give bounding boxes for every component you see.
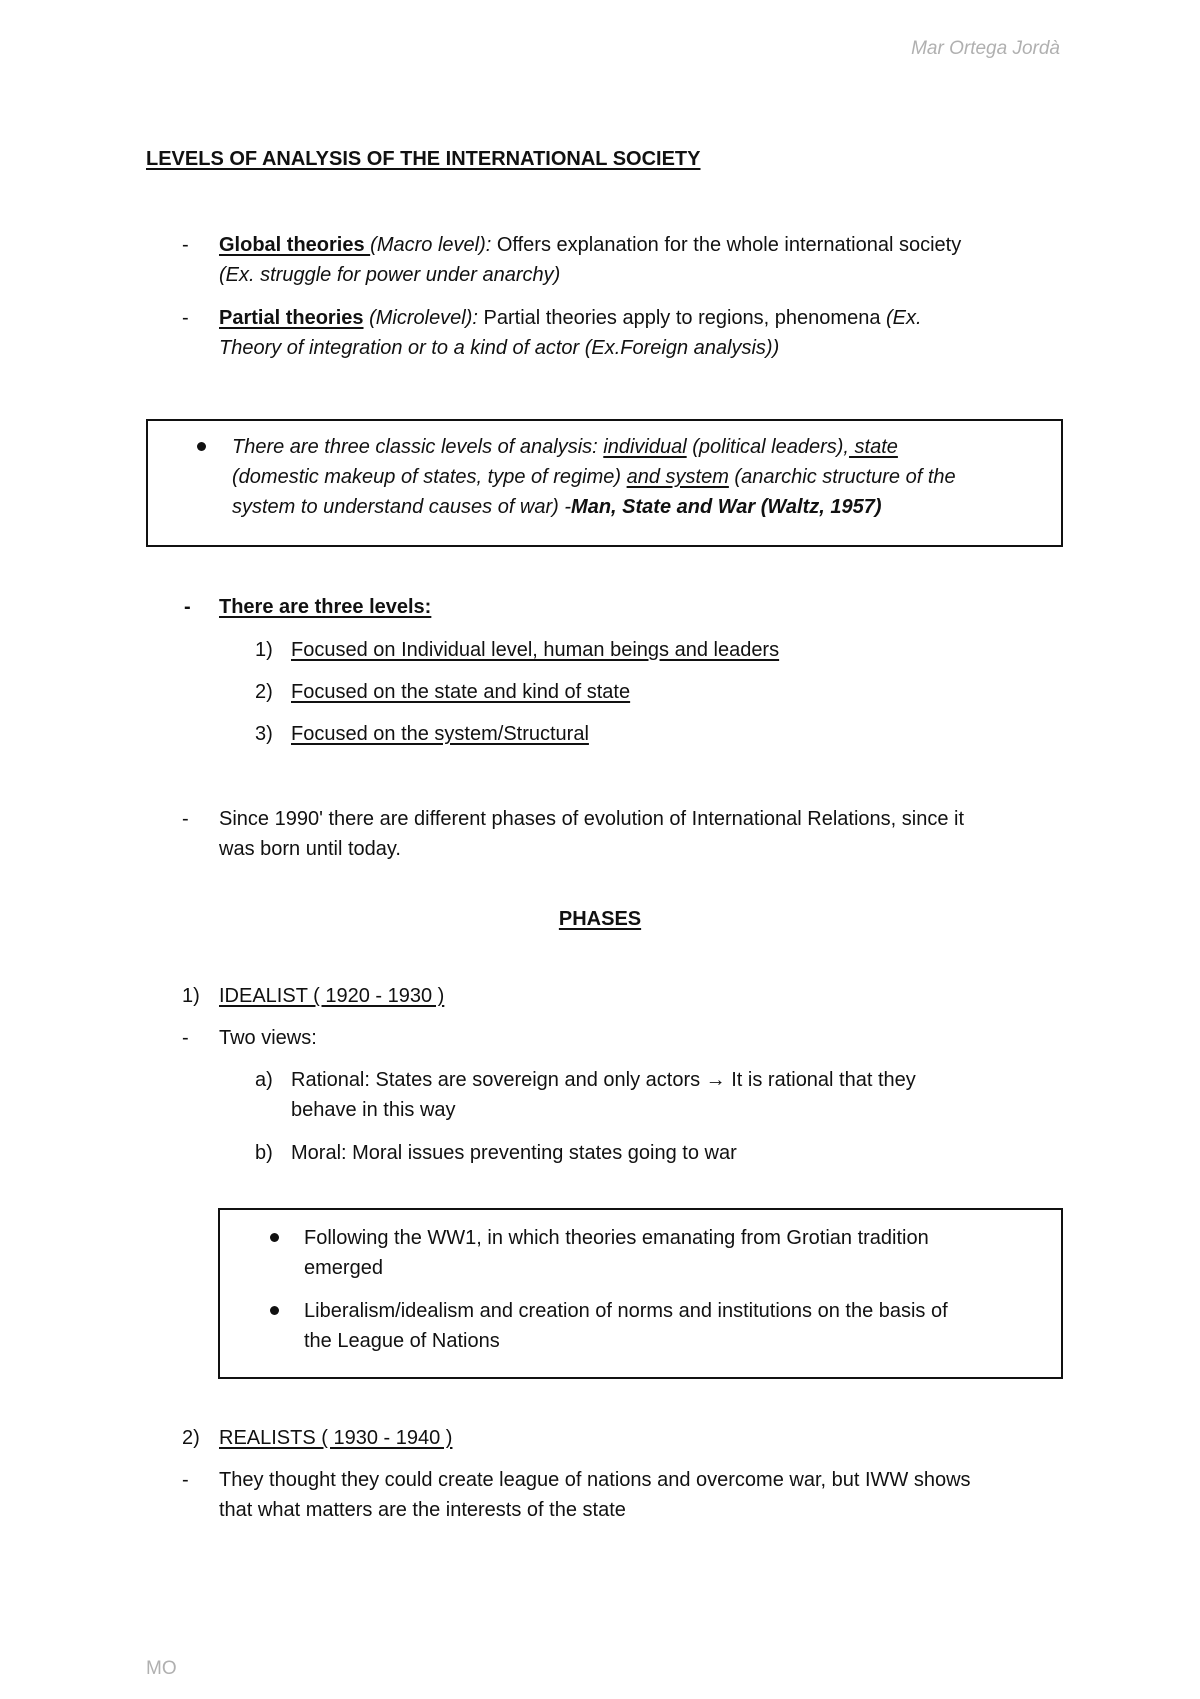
realists-title: REALISTS ( 1930 - 1940 ) — [219, 1427, 453, 1449]
partial-theories-term: Partial theories — [219, 307, 364, 329]
document-title: LEVELS OF ANALYSIS OF THE INTERNATIONAL SOCIETY — [146, 148, 701, 170]
callout-line-1 — [232, 432, 898, 462]
two-views-label: Two views: — [219, 1027, 317, 1049]
realists-line-1: They thought they could create league of nations and overcome war, but IWW shows — [219, 1469, 971, 1491]
realists-line-2: that what matters are the interests of the state — [219, 1499, 626, 1521]
phases-heading: PHASES — [558, 908, 642, 930]
callout-individual: individual — [603, 436, 687, 458]
since-line-1: Since 1990' there are different phases of evolution of International Relations, since it — [219, 808, 965, 830]
dash-marker: - — [182, 808, 189, 830]
dash-marker: - — [182, 234, 189, 256]
three-levels-heading: There are three levels: — [219, 596, 432, 618]
liberalism-line-1: Liberalism/idealism and creation of norms and institutions on the basis of — [304, 1300, 948, 1322]
callout-reference: Man, State and War (Waltz, 1957) — [571, 496, 882, 518]
bullet-icon — [270, 1233, 279, 1242]
dash-marker: - — [182, 1469, 189, 1491]
global-theories-text: Offers explanation for the whole international society — [491, 234, 962, 256]
bullet-icon — [270, 1306, 279, 1315]
bullet-icon — [197, 442, 206, 451]
footer-initials: MO — [146, 1658, 177, 1679]
callout-text: (domestic makeup of states, type of regime) — [232, 466, 627, 488]
list-letter: b) — [255, 1142, 273, 1164]
rational-view-line-2: behave in this way — [291, 1099, 456, 1121]
dash-marker: - — [184, 596, 191, 618]
callout-state: state — [848, 436, 898, 458]
level-item: Focused on the system/Structural — [291, 723, 589, 745]
moral-view: Moral: Moral issues preventing states going to war — [291, 1142, 737, 1164]
partial-theories-text: Partial theories apply to regions, phenomena — [477, 307, 886, 329]
list-number: 3) — [255, 723, 273, 745]
ww1-line-1: Following the WW1, in which theories emanating from Grotian tradition — [304, 1227, 929, 1249]
dash-marker: - — [182, 1027, 189, 1049]
callout-line-2 — [232, 462, 956, 492]
list-number: 2) — [255, 681, 273, 703]
callout-text: (anarchic structure of the — [728, 466, 956, 488]
partial-theories-line — [219, 303, 922, 333]
global-theories-example: (Ex. struggle for power under anarchy) — [219, 264, 561, 286]
since-line-2: was born until today. — [219, 838, 401, 860]
liberalism-line-2: the League of Nations — [304, 1330, 500, 1352]
phase-number: 1) — [182, 985, 200, 1007]
ww1-line-2: emerged — [304, 1257, 383, 1279]
level-item: Focused on the state and kind of state — [291, 681, 631, 703]
dash-marker: - — [182, 307, 189, 329]
list-number: 1) — [255, 639, 273, 661]
phase-number: 2) — [182, 1427, 200, 1449]
global-theories-term: Global theories — [219, 234, 371, 256]
callout-text: There are three classic levels of analysis: — [232, 436, 604, 458]
callout-text: system to understand causes of war) - — [232, 496, 572, 518]
callout-line-3 — [232, 492, 882, 522]
partial-theories-level: (Microlevel): — [363, 307, 478, 329]
idealist-title: IDEALIST ( 1920 - 1930 ) — [219, 985, 445, 1007]
rational-view-line-1: Rational: States are sovereign and only actors → It is rational that they — [291, 1069, 916, 1091]
partial-theories-example-start: (Ex. — [886, 307, 922, 329]
callout-text: (political leaders), — [686, 436, 849, 458]
header-author: Mar Ortega Jordà — [911, 38, 1060, 59]
list-letter: a) — [255, 1069, 273, 1091]
global-theories-level: (Macro level): — [370, 234, 492, 256]
global-theories-line — [219, 230, 961, 260]
callout-and-system: and system — [626, 466, 729, 488]
partial-theories-example: Theory of integration or to a kind of actor (Ex.Foreign analysis)) — [219, 337, 780, 359]
level-item: Focused on Individual level, human beings and leaders — [291, 639, 780, 661]
